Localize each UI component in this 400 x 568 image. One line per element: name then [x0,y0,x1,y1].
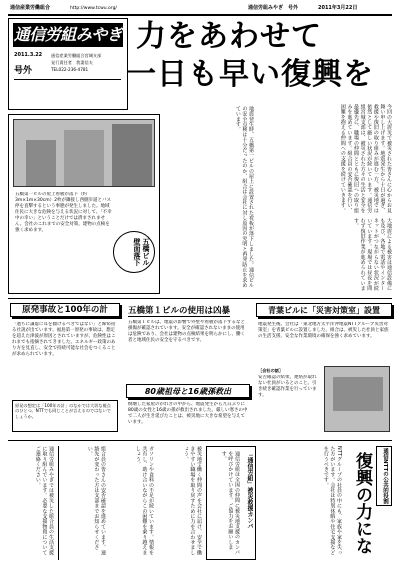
stamp-circle [113,231,155,273]
photo-office-desk [333,377,383,411]
bottom-divider-1 [58,446,59,560]
stamp-text: 五橋ビル壁面落下 [133,238,150,266]
article2-body: 五橋第１ビルは、地震の影響で外壁や看板が落下するなど損傷が確認されています。安全が確認されないままの使用は危険であり、会社は建物の点検結果を明らかにし、働く者と地域住民の安全を守るべきです。 [128,320,245,343]
photo-building [13,119,155,187]
bottom-column-3: ガソリンや食料の不足が続いています。情報を共有し、助け合いながらこの困難を乗り越えましょう。 [134,446,154,556]
article2-title: 五橋第１ビルの使用は凶暴 [128,306,231,316]
slogan-main: 復興の力にな [352,452,372,554]
photo-office [324,366,390,432]
logo-publisher-1: 通信産業労働組合宮城支部 [51,53,102,58]
lead-text: 今回の大震災で被災された皆さんに心からお見舞い申し上げます。地震発生から十日が過ぎ、救援や復旧の取り組みが進む一方、被災地では依然として厳しい状況が続いています。通信労組宮城支部は、被災された方々の生活と安全を最優先に、職場の仲間とともに復旧への取り組みを進めています。組合員の安否確認を行い、困難を抱える仲間への支援を続けていきます。 [339,104,392,214]
article3-title: 青葉ビルに「災害対策室」設置 [268,306,380,315]
photo-story-box [8,114,160,294]
article3-box-title: ［会社の話］ [258,368,284,373]
mid-column-text: 地震発生時、五橋第一ビルの屋上に設置された看板が落下しました。通信ビルの安全点検は十分だったのか、組合は会社に対し原因の究明と再発防止を求めています。 [234,106,254,288]
photo-building-right [112,124,152,186]
bottom-column-2: 組合員の皆さんの安否確認を進めています。連絡先が変わった方は支部までお知らせください。 [86,446,106,556]
bottom-column-4: 被災地で働く仲間の声を会社に届け、安全で働きやすい職場を取り戻すために力を合わせましょう。 [182,446,202,556]
photo-caption: 五橋第一ビルの屋上看板が落下（約3m×1m×30cm）2枚が隣接し西側歩道とバス停を直撃するという事態が発生しました。地域住民に大きな危険を与える状況に対して、「不幸中の幸い」ということだけでは済まされません。会社のこれまでの安全対策、建物の点検を強く求めます。 [15,192,112,233]
article1-inset-text: 原発の想定は「100年の計」のなかでは大切な視点のひとつ。NTTでも同じことが言えるのではないでしょうか。 [15,403,111,419]
logo-divider [14,79,121,107]
issue-label-right: 通信労組みやぎ 号外 [248,5,299,11]
article3-box-text: 安否確認の結果、連絡が取れない社員がいるとのこと。引き続き確認作業を行っています。 [258,375,317,398]
logo-publisher-2: 発行責任者 我妻信夫 [51,60,93,65]
logo-tel: TEL022-236-4781 [51,67,89,72]
article1-title: 原発事故と100年の計 [22,305,108,315]
article4-title-box [126,384,250,398]
article1-body: 「過ちに謙虚に耳を傾けるべきではない」と締め括る社説が出ています。福島第一原発の事故は、想定を超えた津波が原因とされていますが、危険性はこれまでも指摘されてきました。エネルギー政策のあり方を見直し、安全で持続可能な社会をつくることが求められています。 [12,322,116,357]
logo-banner [13,23,123,47]
top-rule [8,14,392,16]
right-column-text: 大地震による被害は通信設備にも及び、各地で電話やインターネットがつながらない状況が続いています。現場では昼夜を問わず復旧作業が進められています。 [353,218,392,291]
article5-body: 通信労組は全国の仲間に被災地支援のカンパを呼びかけています。ご協力をお願いします。 [220,451,240,555]
headline-line-1: 力をあわせて [136,19,322,54]
article3-body: 地震発生後、会社は「東北地方太平洋沖地震NTTグループ災害対策室」を青葉ビルに設置しました。組合は、被災した社員と家族の生活支援、安全な作業環境の確保を強く求めています。 [258,322,389,339]
section-rule-1 [8,298,392,299]
logo-issue-date: 2011.3.22 [14,52,43,58]
slogan-top: 通信NTTの公共的役割 [376,446,392,506]
article5-box [206,446,256,560]
org-name-small: 通信産業労働組合 [10,5,51,11]
logo-title: 通信労組みやぎ [13,25,123,44]
article5-title: 「通信労組」被災救援カンパ [246,451,253,529]
photo-building-left [26,140,56,186]
article4-body: 倒壊した家屋のがれきの中から、地震発生から九日ぶりに80歳の女性と16歳の孫が救出されました。厳しい寒さの中で二人が生き延びたことは、被災地に大きな希望を与えています。 [128,402,248,425]
section-rule-2 [8,440,392,441]
article3-title-box [256,303,392,317]
article4-title: 80歳祖母と16歳孫救出 [144,387,232,396]
bottom-column-1: 通信労組みやぎでは被災した組合員の生活支援に取り組んでいます。必要な支援物資についてご連絡ください。 [34,446,54,556]
article1-inset-box [12,400,118,432]
bottom-column-5: NTTグループの社員の中にも、家族や家を失った方がいます。会社は特別休暇や住宅支援などを行うべきです。 [322,446,342,556]
issue-date-right: 2011年3月22日 [318,5,358,11]
logo-issue-type: 号外 [14,66,33,76]
article1-title-box [10,303,120,317]
logo-block [8,18,128,110]
org-url: http://www.tcwu.org/ [70,6,117,11]
footer-slogan [346,446,392,560]
photo-building-mid [64,130,104,186]
headline-line-2: 一日も早い復興を [126,57,374,92]
